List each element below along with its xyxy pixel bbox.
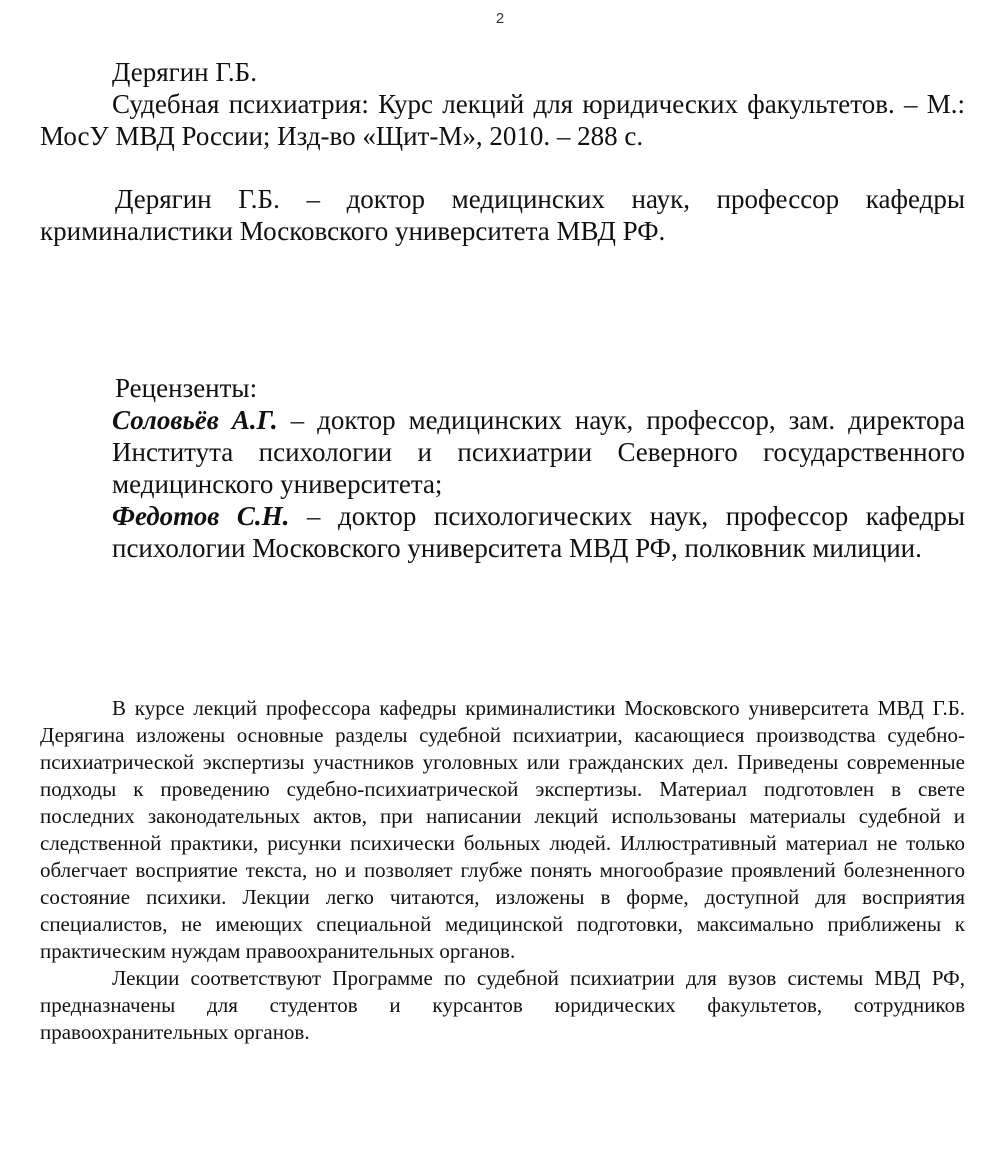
reviewer-name: Федотов С.Н. [112, 501, 290, 531]
bibliographic-record [40, 56, 965, 152]
abstract-paragraph: В курсе лекций профессора кафедры криминалистики Московского университета МВД Г.Б. Дерягина изложены основные разделы судебной психиатрии, касающиеся производства судебно-психиатрической экспертизы участников уголовных или гражданских дел. Приведены современные подходы к проведению судебно-психиатрической экспертизы. Материал подготовлен в свете последних законодательных актов, при написании лекций использованы материалы судебной и следственной практики, рисунки психически больных людей. Иллюстративный материал не только облегчает восприятие текста, но и позволяет глубже понять многообразие проявлений болезненного состояние психики. Лекции легко читаются, изложены в форме, доступной для восприятия специалистов, не имеющих специальной медицинской подготовки, максимально приближены к практическим нуждам правоохранительных органов. [40, 696, 965, 963]
biblio-author: Дерягин Г.Б. [112, 57, 257, 87]
reviewer-name: Соловьёв А.Г. [112, 405, 278, 435]
reviewer-description: – доктор медицинских наук, профессор, зам. директора Института психологии и психиатрии Северного государственного медицинского университета; [112, 405, 965, 499]
reviewers-heading: Рецензенты: [115, 373, 258, 403]
author-info: Дерягин Г.Б. – доктор медицинских наук, профессор кафедры криминалистики Московского университета МВД РФ. [40, 184, 965, 246]
abstract-paragraph: Лекции соответствуют Программе по судебной психиатрии для вузов системы МВД РФ, предназначены для студентов и курсантов юридических факультетов, сотрудников правоохранительных органов. [40, 966, 965, 1044]
reviewer-entry [112, 404, 965, 500]
page-number: 2 [495, 10, 505, 27]
abstract [40, 695, 965, 1046]
reviewer-description: – доктор психологических наук, профессор кафедры психологии Московского университета МВД РФ, полковник милиции. [112, 501, 965, 563]
biblio-title: Судебная психиатрия: Курс лекций для юридических факультетов. – М.: МосУ МВД России; Изд-во «Щит-М», 2010. – 288 с. [40, 89, 965, 151]
reviewers-section [112, 372, 965, 564]
reviewer-entry [112, 500, 965, 564]
